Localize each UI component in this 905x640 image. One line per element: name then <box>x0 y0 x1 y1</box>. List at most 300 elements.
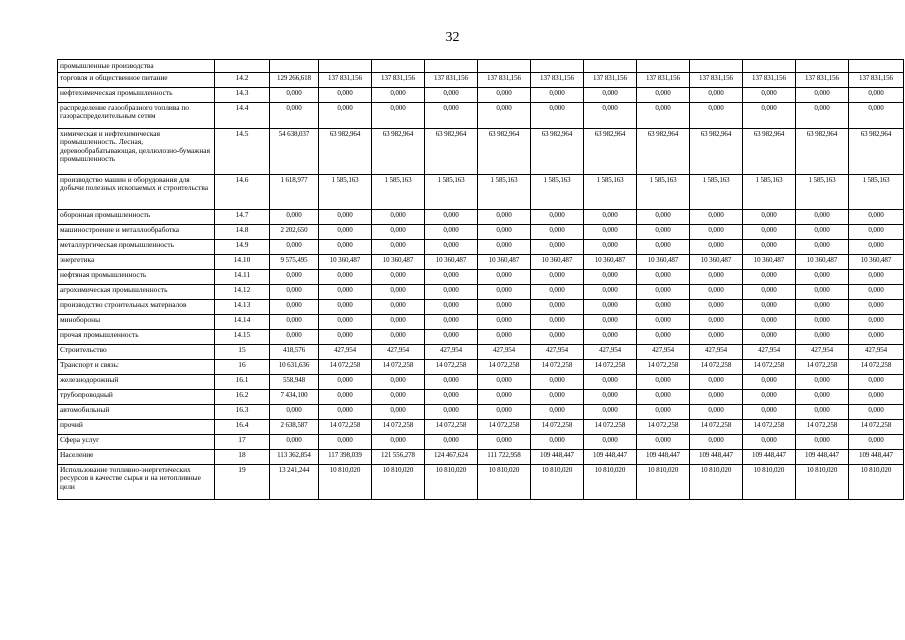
table-cell <box>478 60 531 73</box>
table-cell: 0,000 <box>743 240 796 255</box>
table-cell: 0,000 <box>796 330 849 345</box>
table-cell: 63 982,964 <box>637 129 690 175</box>
row-label: Транспорт и связь: <box>58 360 215 375</box>
table-cell: 0,000 <box>425 270 478 285</box>
table-cell: 0,000 <box>372 240 425 255</box>
table-cell <box>637 60 690 73</box>
table-cell: 0,000 <box>690 88 743 103</box>
table-cell: 0,000 <box>796 225 849 240</box>
table-cell: 0,000 <box>425 225 478 240</box>
table-cell: 0,000 <box>270 405 319 420</box>
table-cell: 0,000 <box>584 315 637 330</box>
table-cell: 137 831,156 <box>637 73 690 88</box>
table-row <box>58 300 904 315</box>
table-cell: 0,000 <box>372 210 425 225</box>
table-cell: 63 982,964 <box>425 129 478 175</box>
table-cell: 63 982,964 <box>478 129 531 175</box>
table-cell: 0,000 <box>531 103 584 129</box>
table-cell: 109 448,447 <box>690 450 743 465</box>
table-cell: 0,000 <box>849 270 904 285</box>
table-row <box>58 255 904 270</box>
table-cell: 0,000 <box>584 405 637 420</box>
table-cell <box>796 60 849 73</box>
table-cell: 427,954 <box>425 345 478 360</box>
row-code: 14.11 <box>215 270 270 285</box>
table-cell: 0,000 <box>425 435 478 450</box>
table-cell: 0,000 <box>637 210 690 225</box>
table-cell: 0,000 <box>637 390 690 405</box>
table-cell: 0,000 <box>425 103 478 129</box>
table-cell: 0,000 <box>319 210 372 225</box>
table-cell <box>425 60 478 73</box>
table-cell: 14 072,258 <box>796 360 849 375</box>
table-cell: 0,000 <box>531 315 584 330</box>
table-cell: 124 467,624 <box>425 450 478 465</box>
table-cell: 0,000 <box>478 225 531 240</box>
table-cell: 63 982,964 <box>372 129 425 175</box>
table-cell: 0,000 <box>849 300 904 315</box>
table-cell: 137 831,156 <box>849 73 904 88</box>
table-cell: 10 810,020 <box>531 465 584 500</box>
table-cell: 0,000 <box>637 240 690 255</box>
table-row <box>58 390 904 405</box>
table-cell: 0,000 <box>270 240 319 255</box>
table-cell: 10 810,020 <box>372 465 425 500</box>
row-label: производство машин и оборудования для добычи полезных ископаемых и строительства <box>58 175 215 210</box>
table-cell: 1 585,163 <box>690 175 743 210</box>
table-row <box>58 270 904 285</box>
table-cell: 427,954 <box>319 345 372 360</box>
page-number: 32 <box>445 30 460 45</box>
table-cell: 0,000 <box>478 88 531 103</box>
table-cell: 109 448,447 <box>584 450 637 465</box>
table-cell: 0,000 <box>849 285 904 300</box>
table-cell: 0,000 <box>796 390 849 405</box>
table-row <box>58 360 904 375</box>
table-cell: 13 241,244 <box>270 465 319 500</box>
table-cell: 0,000 <box>743 300 796 315</box>
table-cell: 0,000 <box>372 390 425 405</box>
table-cell: 10 810,020 <box>425 465 478 500</box>
table-cell: 109 448,447 <box>531 450 584 465</box>
table-cell: 0,000 <box>690 375 743 390</box>
table-cell: 0,000 <box>319 88 372 103</box>
table-cell: 0,000 <box>690 225 743 240</box>
table-cell: 1 585,163 <box>425 175 478 210</box>
table-cell: 0,000 <box>319 103 372 129</box>
row-label: машиностроение и металлообработка <box>58 225 215 240</box>
row-label: Население <box>58 450 215 465</box>
table-cell: 0,000 <box>425 300 478 315</box>
table-cell: 0,000 <box>319 405 372 420</box>
table-cell: 1 618,977 <box>270 175 319 210</box>
table-cell: 0,000 <box>270 103 319 129</box>
table-cell <box>531 60 584 73</box>
table-cell: 10 810,020 <box>743 465 796 500</box>
table-cell: 0,000 <box>849 210 904 225</box>
table-cell: 0,000 <box>849 375 904 390</box>
table-cell: 0,000 <box>743 390 796 405</box>
table-cell: 10 360,487 <box>584 255 637 270</box>
table-cell: 0,000 <box>531 405 584 420</box>
table-cell: 14 072,258 <box>425 420 478 435</box>
table-cell: 14 072,258 <box>531 420 584 435</box>
table-cell: 14 072,258 <box>743 360 796 375</box>
table-cell: 0,000 <box>743 375 796 390</box>
table-cell: 14 072,258 <box>478 420 531 435</box>
table-cell: 10 360,487 <box>796 255 849 270</box>
table-cell: 129 266,618 <box>270 73 319 88</box>
table-cell: 427,954 <box>690 345 743 360</box>
table-cell: 0,000 <box>372 225 425 240</box>
table-cell: 0,000 <box>584 285 637 300</box>
table-cell: 0,000 <box>372 435 425 450</box>
row-label: нефтехимическая промышленность <box>58 88 215 103</box>
table-cell: 0,000 <box>531 240 584 255</box>
table-cell: 0,000 <box>796 300 849 315</box>
table-cell: 0,000 <box>319 285 372 300</box>
table-row <box>58 129 904 175</box>
table-cell: 0,000 <box>690 405 743 420</box>
table-cell: 0,000 <box>478 300 531 315</box>
row-label: агрохимическая промышленность <box>58 285 215 300</box>
table-cell: 1 585,163 <box>743 175 796 210</box>
table-cell: 0,000 <box>531 330 584 345</box>
table-cell: 54 638,037 <box>270 129 319 175</box>
table-cell: 0,000 <box>270 315 319 330</box>
table-cell: 14 072,258 <box>531 360 584 375</box>
table-cell: 0,000 <box>478 390 531 405</box>
table-cell: 137 831,156 <box>531 73 584 88</box>
row-label: распределение газообразного топлива по газораспределительным сетям <box>58 103 215 129</box>
table-cell: 117 398,039 <box>319 450 372 465</box>
row-label: энергетика <box>58 255 215 270</box>
table-cell: 2 202,650 <box>270 225 319 240</box>
table-cell: 0,000 <box>425 285 478 300</box>
table-row <box>58 345 904 360</box>
table-cell: 0,000 <box>372 330 425 345</box>
table-cell: 137 831,156 <box>743 73 796 88</box>
row-code: 14.6 <box>215 175 270 210</box>
table-cell: 0,000 <box>637 435 690 450</box>
row-label: производство строительных материалов <box>58 300 215 315</box>
table-cell: 0,000 <box>425 330 478 345</box>
table-cell: 10 810,020 <box>478 465 531 500</box>
table-cell: 0,000 <box>637 405 690 420</box>
table-cell: 0,000 <box>425 88 478 103</box>
table-cell: 137 831,156 <box>796 73 849 88</box>
row-code: 17 <box>215 435 270 450</box>
table-cell: 14 072,258 <box>319 360 372 375</box>
table-cell: 0,000 <box>584 225 637 240</box>
table-cell: 14 072,258 <box>849 360 904 375</box>
table-row <box>58 60 904 73</box>
table-cell: 0,000 <box>319 375 372 390</box>
table-cell: 0,000 <box>319 225 372 240</box>
table-cell <box>690 60 743 73</box>
table-cell: 10 360,487 <box>319 255 372 270</box>
row-label: металлургическая промышленность <box>58 240 215 255</box>
table-cell: 10 360,487 <box>637 255 690 270</box>
table-cell: 0,000 <box>849 405 904 420</box>
table-cell: 10 810,020 <box>796 465 849 500</box>
table-cell: 0,000 <box>743 435 796 450</box>
table-cell: 0,000 <box>637 300 690 315</box>
table-cell: 0,000 <box>270 210 319 225</box>
table-cell: 137 831,156 <box>584 73 637 88</box>
table-cell: 10 360,487 <box>743 255 796 270</box>
table-cell: 0,000 <box>319 435 372 450</box>
table-cell: 427,954 <box>372 345 425 360</box>
table-row <box>58 103 904 129</box>
row-label: Сфера услуг <box>58 435 215 450</box>
table-cell: 0,000 <box>743 405 796 420</box>
table-cell: 0,000 <box>531 300 584 315</box>
table-cell: 427,954 <box>849 345 904 360</box>
table-cell: 0,000 <box>531 285 584 300</box>
table-cell: 14 072,258 <box>372 420 425 435</box>
table-cell: 10 360,487 <box>478 255 531 270</box>
table-cell: 0,000 <box>637 315 690 330</box>
table-cell: 7 434,100 <box>270 390 319 405</box>
row-code: 14.15 <box>215 330 270 345</box>
table-cell: 0,000 <box>796 375 849 390</box>
table-cell: 0,000 <box>690 103 743 129</box>
row-code: 15 <box>215 345 270 360</box>
table-cell: 63 982,964 <box>531 129 584 175</box>
table-cell: 0,000 <box>690 285 743 300</box>
table-cell: 10 360,487 <box>690 255 743 270</box>
table-cell: 10 631,636 <box>270 360 319 375</box>
table-cell: 10 360,487 <box>372 255 425 270</box>
table-cell: 10 360,487 <box>849 255 904 270</box>
table-cell: 0,000 <box>319 270 372 285</box>
row-code: 14.3 <box>215 88 270 103</box>
row-label: Использование топливно-энергетических ресурсов в качестве сырья и на нетопливные цели <box>58 465 215 500</box>
table-cell: 418,576 <box>270 345 319 360</box>
table-cell: 109 448,447 <box>849 450 904 465</box>
table-cell: 0,000 <box>270 435 319 450</box>
row-label: автомобильный <box>58 405 215 420</box>
table-cell <box>584 60 637 73</box>
table-cell: 63 982,964 <box>849 129 904 175</box>
row-code: 14.8 <box>215 225 270 240</box>
table-cell: 0,000 <box>743 285 796 300</box>
table-cell: 0,000 <box>372 300 425 315</box>
table-cell: 427,954 <box>478 345 531 360</box>
table-cell: 0,000 <box>270 270 319 285</box>
table-cell: 0,000 <box>584 103 637 129</box>
table-cell: 0,000 <box>584 210 637 225</box>
table-cell: 14 072,258 <box>478 360 531 375</box>
table-row <box>58 420 904 435</box>
table-cell: 0,000 <box>584 270 637 285</box>
table-cell: 9 575,495 <box>270 255 319 270</box>
table-cell: 0,000 <box>690 315 743 330</box>
table-cell: 0,000 <box>372 285 425 300</box>
row-label: минобороны <box>58 315 215 330</box>
row-code: 16 <box>215 360 270 375</box>
table-cell: 10 810,020 <box>584 465 637 500</box>
table-cell: 1 585,163 <box>531 175 584 210</box>
table-cell: 0,000 <box>690 435 743 450</box>
table-cell: 14 072,258 <box>849 420 904 435</box>
table-cell: 0,000 <box>531 210 584 225</box>
table-cell: 10 810,020 <box>690 465 743 500</box>
table-cell: 0,000 <box>478 375 531 390</box>
row-label: нефтяная промышленность <box>58 270 215 285</box>
row-code: 16.4 <box>215 420 270 435</box>
table-cell: 1 585,163 <box>478 175 531 210</box>
table-row <box>58 465 904 500</box>
table-cell: 0,000 <box>637 103 690 129</box>
table-cell: 0,000 <box>796 315 849 330</box>
table-cell: 121 556,278 <box>372 450 425 465</box>
table-cell: 109 448,447 <box>637 450 690 465</box>
table-cell: 0,000 <box>478 330 531 345</box>
table-cell: 0,000 <box>425 375 478 390</box>
row-code <box>215 60 270 73</box>
table-cell: 0,000 <box>478 435 531 450</box>
table-cell: 1 585,163 <box>796 175 849 210</box>
row-label: Строительство <box>58 345 215 360</box>
table-cell: 14 072,258 <box>690 420 743 435</box>
table-cell: 109 448,447 <box>743 450 796 465</box>
table-cell: 10 810,020 <box>849 465 904 500</box>
table-row <box>58 330 904 345</box>
table-cell: 14 072,258 <box>425 360 478 375</box>
table-cell: 0,000 <box>849 225 904 240</box>
table-cell: 0,000 <box>425 390 478 405</box>
table-cell: 0,000 <box>796 435 849 450</box>
table-cell: 427,954 <box>531 345 584 360</box>
table-cell: 0,000 <box>849 390 904 405</box>
table-cell: 1 585,163 <box>319 175 372 210</box>
table-cell: 0,000 <box>270 300 319 315</box>
table-cell: 0,000 <box>796 88 849 103</box>
table-cell: 0,000 <box>637 270 690 285</box>
table-cell: 0,000 <box>372 375 425 390</box>
table-cell: 0,000 <box>478 285 531 300</box>
table-cell: 10 810,020 <box>637 465 690 500</box>
table-cell: 0,000 <box>690 330 743 345</box>
table-cell: 109 448,447 <box>796 450 849 465</box>
table-cell: 0,000 <box>270 330 319 345</box>
table-cell: 0,000 <box>425 405 478 420</box>
table-cell: 0,000 <box>584 330 637 345</box>
row-label: прочий <box>58 420 215 435</box>
row-label: трубопроводный <box>58 390 215 405</box>
table-cell: 0,000 <box>743 270 796 285</box>
table-cell: 0,000 <box>478 315 531 330</box>
table-cell: 0,000 <box>372 405 425 420</box>
table-cell: 0,000 <box>531 270 584 285</box>
table-cell: 0,000 <box>743 330 796 345</box>
table-cell: 0,000 <box>319 240 372 255</box>
table-cell: 0,000 <box>584 435 637 450</box>
table-cell: 0,000 <box>372 270 425 285</box>
table-cell: 0,000 <box>319 330 372 345</box>
table-cell: 0,000 <box>319 315 372 330</box>
table-cell: 0,000 <box>637 285 690 300</box>
table-cell: 0,000 <box>425 315 478 330</box>
table-cell: 0,000 <box>584 375 637 390</box>
table-cell: 14 072,258 <box>372 360 425 375</box>
table-cell: 0,000 <box>743 103 796 129</box>
row-code: 19 <box>215 465 270 500</box>
table-row <box>58 435 904 450</box>
table-cell: 10 360,487 <box>531 255 584 270</box>
table-cell: 427,954 <box>743 345 796 360</box>
energy-balance-table <box>57 59 904 500</box>
table-cell: 0,000 <box>849 103 904 129</box>
table-row <box>58 405 904 420</box>
row-code: 16.1 <box>215 375 270 390</box>
table-cell: 63 982,964 <box>319 129 372 175</box>
row-code: 16.2 <box>215 390 270 405</box>
table-row <box>58 315 904 330</box>
table-cell: 0,000 <box>690 390 743 405</box>
table-cell: 137 831,156 <box>319 73 372 88</box>
table-cell <box>372 60 425 73</box>
row-label: оборонная промышленность <box>58 210 215 225</box>
table-cell: 0,000 <box>372 88 425 103</box>
table-cell: 14 072,258 <box>637 360 690 375</box>
table-cell: 0,000 <box>584 88 637 103</box>
table-row <box>58 175 904 210</box>
table-row <box>58 240 904 255</box>
row-label: прочая промышленность <box>58 330 215 345</box>
table-cell: 427,954 <box>796 345 849 360</box>
table-cell: 0,000 <box>743 88 796 103</box>
table-cell: 0,000 <box>796 103 849 129</box>
row-code: 14.10 <box>215 255 270 270</box>
row-label: промышленные производства <box>58 60 215 73</box>
table-cell: 427,954 <box>637 345 690 360</box>
table-cell <box>319 60 372 73</box>
table-cell: 1 585,163 <box>372 175 425 210</box>
table-cell: 0,000 <box>478 270 531 285</box>
row-code: 14.7 <box>215 210 270 225</box>
row-code: 14.9 <box>215 240 270 255</box>
table-cell: 0,000 <box>372 103 425 129</box>
table-cell: 113 362,854 <box>270 450 319 465</box>
table-cell: 0,000 <box>372 315 425 330</box>
table-cell: 0,000 <box>270 88 319 103</box>
table-cell: 0,000 <box>319 390 372 405</box>
row-label: торговля и общественное питание <box>58 73 215 88</box>
table-cell: 137 831,156 <box>425 73 478 88</box>
table-cell: 0,000 <box>849 330 904 345</box>
table-cell: 0,000 <box>478 405 531 420</box>
table-row <box>58 73 904 88</box>
table-cell: 0,000 <box>743 315 796 330</box>
table-cell: 0,000 <box>690 210 743 225</box>
table-cell: 0,000 <box>531 88 584 103</box>
row-code: 14.4 <box>215 103 270 129</box>
table-cell: 0,000 <box>796 240 849 255</box>
table-cell: 0,000 <box>531 390 584 405</box>
table-cell: 0,000 <box>849 315 904 330</box>
table-cell: 63 982,964 <box>690 129 743 175</box>
table-cell: 0,000 <box>425 240 478 255</box>
row-code: 14.5 <box>215 129 270 175</box>
table-cell: 0,000 <box>319 300 372 315</box>
table-cell: 558,948 <box>270 375 319 390</box>
table-cell: 0,000 <box>637 375 690 390</box>
table-cell: 0,000 <box>743 210 796 225</box>
table-cell: 0,000 <box>796 210 849 225</box>
